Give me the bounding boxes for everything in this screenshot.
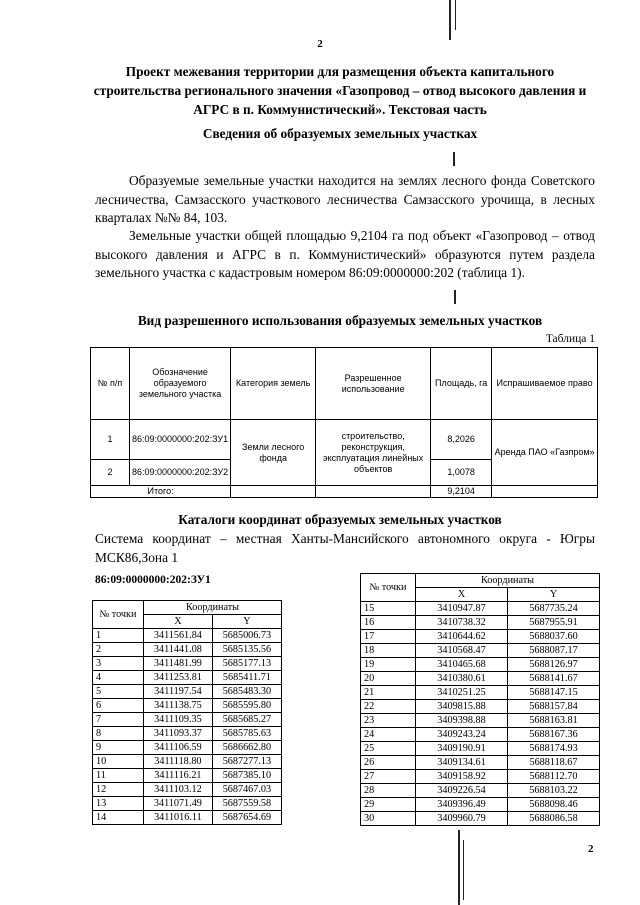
coord-row xyxy=(361,798,600,812)
parcel-label: 86:09:0000000:202:ЗУ1 xyxy=(95,574,211,586)
coord-x: 3410738.32 xyxy=(416,616,508,630)
coord-row xyxy=(361,602,600,616)
coord-y: 5685483.30 xyxy=(212,685,281,699)
page-number-bottom: 2 xyxy=(588,843,594,855)
coord-y: 5688167.36 xyxy=(508,728,600,742)
total-label: Итого: xyxy=(91,486,231,498)
total-empty xyxy=(231,486,316,498)
coord-x: 3409243.24 xyxy=(416,728,508,742)
coord-y: 5685411.71 xyxy=(212,671,281,685)
coord-y: 5685685.27 xyxy=(212,713,281,727)
coord-row xyxy=(361,770,600,784)
point-number: 12 xyxy=(93,783,144,797)
coord-x: 3411441.08 xyxy=(144,643,213,657)
coord-y: 5686662.80 xyxy=(212,741,281,755)
coords-header-coords: Координаты xyxy=(416,574,600,588)
coord-y: 5687467.03 xyxy=(212,783,281,797)
point-number: 18 xyxy=(361,644,416,658)
coord-y: 5688037.60 xyxy=(508,630,600,644)
header-num: № п/п xyxy=(91,348,130,420)
coord-row xyxy=(93,713,282,727)
coord-y: 5688126.97 xyxy=(508,658,600,672)
total-area: 9,2104 xyxy=(431,486,492,498)
coords-left-body xyxy=(93,629,282,825)
coord-x: 3409226.54 xyxy=(416,784,508,798)
coord-y: 5687735.24 xyxy=(508,602,600,616)
coord-y: 5688118.67 xyxy=(508,756,600,770)
point-number: 21 xyxy=(361,686,416,700)
coord-row xyxy=(93,727,282,741)
coord-x: 3410947.87 xyxy=(416,602,508,616)
scan-mark xyxy=(455,0,456,30)
coords-header-y: Y xyxy=(212,615,281,629)
point-number: 30 xyxy=(361,812,416,826)
coord-x: 3411481.99 xyxy=(144,657,213,671)
point-number: 1 xyxy=(93,629,144,643)
coord-x: 3411016.11 xyxy=(144,811,213,825)
point-number: 24 xyxy=(361,728,416,742)
scan-mark xyxy=(449,0,451,40)
section-heading-usage: Вид разрешенного использования образуемых земельных участков xyxy=(137,313,543,328)
row2-area: 1,0078 xyxy=(431,460,492,486)
coord-x: 3410251.25 xyxy=(416,686,508,700)
coord-row xyxy=(361,630,600,644)
coord-y: 5688103.22 xyxy=(508,784,600,798)
coord-y: 5688174.93 xyxy=(508,742,600,756)
row2-num: 2 xyxy=(91,460,130,486)
coord-y: 5687277.13 xyxy=(212,755,281,769)
coords-header-x: X xyxy=(144,615,213,629)
coord-x: 3411071.49 xyxy=(144,797,213,811)
paragraph-area-text: Земельные участки общей площадью 9,2104 га под объект «Газопровод – отвод высокого давления и АГРС в п. Коммунистический» образуются путем раздела земельного участка с кадастровым номером 86:09:0000000:202 (таблица 1). xyxy=(95,228,595,280)
coord-row xyxy=(93,629,282,643)
total-empty xyxy=(492,486,598,498)
header-category: Категория земель xyxy=(231,348,316,420)
coord-x: 3411138.75 xyxy=(144,699,213,713)
coord-y: 5688098.46 xyxy=(508,798,600,812)
coord-row xyxy=(361,686,600,700)
coord-y: 5687385.10 xyxy=(212,769,281,783)
coord-x: 3410465.68 xyxy=(416,658,508,672)
coord-x: 3409158.92 xyxy=(416,770,508,784)
paragraph-location xyxy=(95,172,595,228)
point-number: 6 xyxy=(93,699,144,713)
coord-x: 3409960.79 xyxy=(416,812,508,826)
coord-x: 3411253.81 xyxy=(144,671,213,685)
coord-row xyxy=(361,672,600,686)
coord-y: 5688147.15 xyxy=(508,686,600,700)
point-number: 4 xyxy=(93,671,144,685)
coord-y: 5687559.58 xyxy=(212,797,281,811)
coord-x: 3409190.91 xyxy=(416,742,508,756)
coords-header-coords: Координаты xyxy=(144,601,282,615)
coord-row xyxy=(361,616,600,630)
coord-row xyxy=(93,797,282,811)
point-number: 28 xyxy=(361,784,416,798)
total-empty xyxy=(316,486,431,498)
coord-row xyxy=(93,741,282,755)
coords-table-left xyxy=(92,600,282,825)
header-area: Площадь, га xyxy=(431,348,492,420)
scan-mark xyxy=(453,152,455,166)
coord-row xyxy=(93,643,282,657)
coord-x: 3410380.61 xyxy=(416,672,508,686)
coord-x: 3410568.47 xyxy=(416,644,508,658)
scan-mark xyxy=(454,290,456,304)
coord-row xyxy=(361,714,600,728)
point-number: 14 xyxy=(93,811,144,825)
coord-row xyxy=(361,644,600,658)
point-number: 20 xyxy=(361,672,416,686)
coord-row xyxy=(93,783,282,797)
point-number: 13 xyxy=(93,797,144,811)
point-number: 17 xyxy=(361,630,416,644)
coord-row xyxy=(93,685,282,699)
coord-y: 5687654.69 xyxy=(212,811,281,825)
header-right: Испрашиваемое право xyxy=(492,348,598,420)
point-number: 22 xyxy=(361,700,416,714)
point-number: 25 xyxy=(361,742,416,756)
header-designation: Обозначение образуемого земельного участка xyxy=(130,348,231,420)
scan-mark xyxy=(463,840,464,900)
coord-row xyxy=(361,728,600,742)
coords-header-point: № точки xyxy=(361,574,416,602)
coords-header-y: Y xyxy=(508,588,600,602)
coord-row xyxy=(361,700,600,714)
coord-row xyxy=(361,812,600,826)
section-heading-parcels: Сведения об образуемых земельных участках xyxy=(202,126,478,141)
coord-y: 5688112.70 xyxy=(508,770,600,784)
coord-system-text: Система координат – местная Ханты-Мансийского автономного округа - Югры МСК86,Зона 1 xyxy=(95,531,595,565)
coord-x: 3411106.59 xyxy=(144,741,213,755)
point-number: 3 xyxy=(93,657,144,671)
coord-y: 5685177.13 xyxy=(212,657,281,671)
point-number: 29 xyxy=(361,798,416,812)
table1-caption: Таблица 1 xyxy=(545,333,595,345)
point-number: 5 xyxy=(93,685,144,699)
coord-row xyxy=(93,671,282,685)
row1-area: 8,2026 xyxy=(431,420,492,460)
coord-y: 5687955.91 xyxy=(508,616,600,630)
usage-cell: строительство, реконструкция, эксплуатация линейных объектов xyxy=(316,420,431,486)
coord-x: 3409396.49 xyxy=(416,798,508,812)
point-number: 11 xyxy=(93,769,144,783)
coord-x: 3409134.61 xyxy=(416,756,508,770)
coord-row xyxy=(93,699,282,713)
point-number: 8 xyxy=(93,727,144,741)
scan-mark xyxy=(458,830,460,905)
coord-x: 3409815.88 xyxy=(416,700,508,714)
coord-row xyxy=(361,658,600,672)
coord-x: 3411197.54 xyxy=(144,685,213,699)
coord-x: 3411093.37 xyxy=(144,727,213,741)
coord-y: 5688141.67 xyxy=(508,672,600,686)
coords-header-x: X xyxy=(416,588,508,602)
coord-row xyxy=(361,784,600,798)
coord-y: 5685785.63 xyxy=(212,727,281,741)
coord-row xyxy=(93,811,282,825)
header-usage: Разрешенное использование xyxy=(316,348,431,420)
point-number: 16 xyxy=(361,616,416,630)
coord-row xyxy=(93,755,282,769)
coord-y: 5685135.56 xyxy=(212,643,281,657)
row1-num: 1 xyxy=(91,420,130,460)
paragraph-area xyxy=(95,227,595,283)
coord-row xyxy=(361,742,600,756)
coord-row xyxy=(361,756,600,770)
coord-y: 5688163.81 xyxy=(508,714,600,728)
point-number: 19 xyxy=(361,658,416,672)
point-number: 7 xyxy=(93,713,144,727)
right-cell: Аренда ПАО «Газпром» xyxy=(492,420,598,486)
coords-header-point: № точки xyxy=(93,601,144,629)
coords-right-body xyxy=(361,602,600,826)
coord-x: 3411116.21 xyxy=(144,769,213,783)
usage-table xyxy=(90,347,598,498)
coord-x: 3411109.35 xyxy=(144,713,213,727)
point-number: 26 xyxy=(361,756,416,770)
point-number: 10 xyxy=(93,755,144,769)
point-number: 23 xyxy=(361,714,416,728)
point-number: 27 xyxy=(361,770,416,784)
document-title: Проект межевания территории для размещения объекта капитального строительства регионального значения «Газопровод – отвод высокого давления и АГРС в п. Коммунистический». Текстовая часть xyxy=(93,64,587,117)
row1-designation: 86:09:0000000:202:ЗУ1 xyxy=(130,420,231,460)
point-number: 2 xyxy=(93,643,144,657)
coord-row xyxy=(93,769,282,783)
coord-x: 3411561.84 xyxy=(144,629,213,643)
category-cell: Земли лесного фонда xyxy=(231,420,316,486)
coord-row xyxy=(93,657,282,671)
coord-x: 3411118.80 xyxy=(144,755,213,769)
paragraph-location-text: Образуемые земельные участки находится на землях лесного фонда Советского лесничества, Самзасского участкового лесничества Самзасского урочища, в лесных кварталах №№ 84, 103. xyxy=(95,173,595,225)
point-number: 15 xyxy=(361,602,416,616)
coord-y: 5688157.84 xyxy=(508,700,600,714)
coords-table-right xyxy=(360,573,600,826)
coord-x: 3409398.88 xyxy=(416,714,508,728)
coord-y: 5688087.17 xyxy=(508,644,600,658)
coord-y: 5688086.58 xyxy=(508,812,600,826)
coord-y: 5685006.73 xyxy=(212,629,281,643)
coord-x: 3410644.62 xyxy=(416,630,508,644)
coord-y: 5685595.80 xyxy=(212,699,281,713)
section-heading-coords: Каталоги координат образуемых земельных участков xyxy=(178,512,502,527)
point-number: 9 xyxy=(93,741,144,755)
page-number-top: 2 xyxy=(317,38,323,50)
row2-designation: 86:09:0000000:202:ЗУ2 xyxy=(130,460,231,486)
coord-x: 3411103.12 xyxy=(144,783,213,797)
